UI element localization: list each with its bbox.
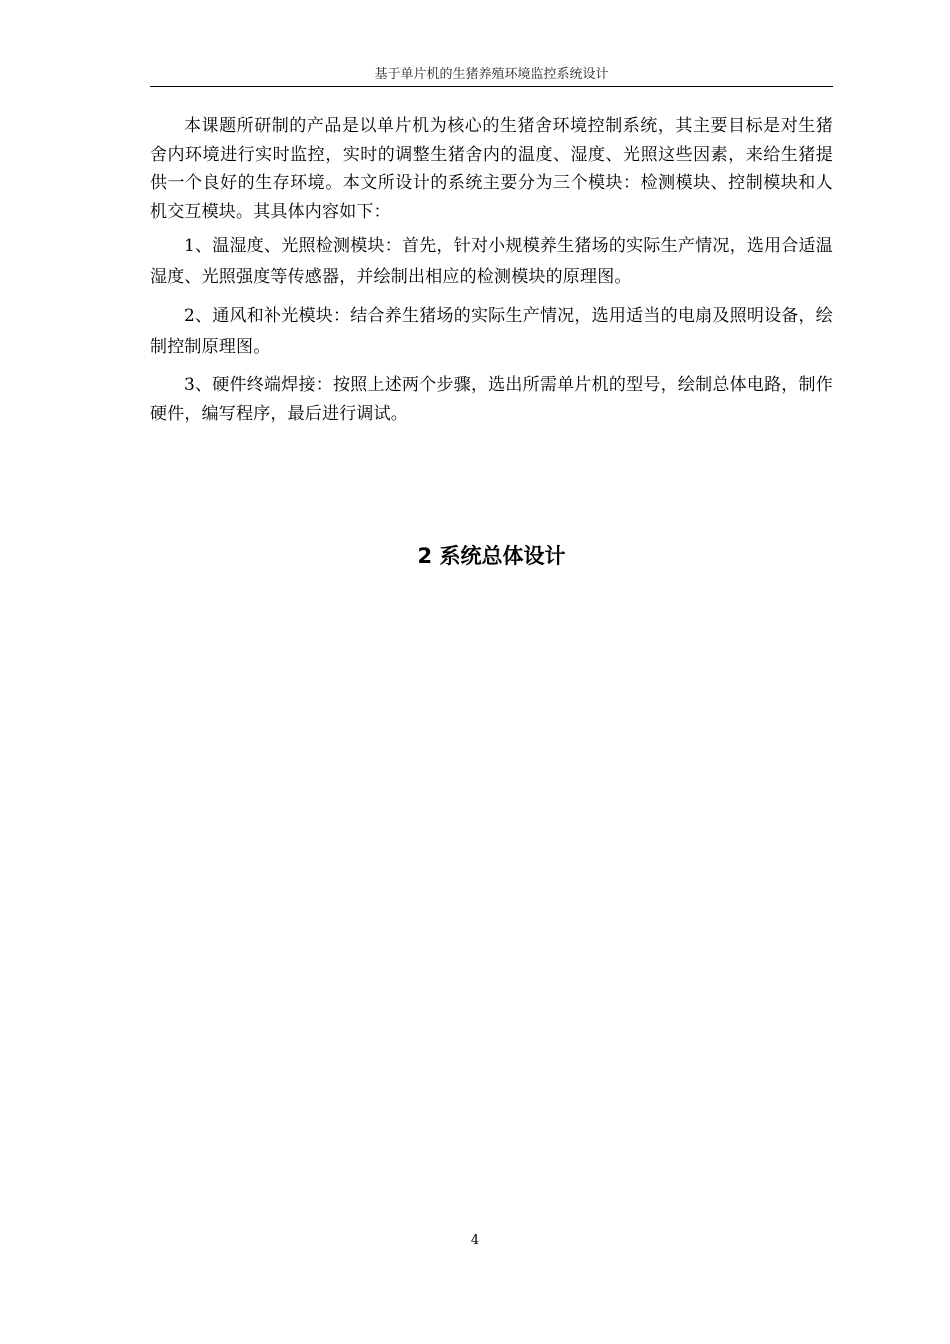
list-item-hardware-assembly: 3、硬件终端焊接：按照上述两个步骤，选出所需单片机的型号，绘制总体电路，制作硬件，编写程序，最后进行调试。 bbox=[150, 375, 833, 424]
body-text bbox=[150, 112, 833, 433]
page-number: 4 bbox=[470, 1233, 480, 1248]
intro-paragraph: 本课题所研制的产品是以单片机为核心的生猪舍环境控制系统，其主要目标是对生猪舍内环境进行实时监控，实时的调整生猪舍内的温度、湿度、光照这些因素，来给生猪提供一个良好的生存环境。本文所设计的系统主要分为三个模块：检测模块、控制模块和人机交互模块。其具体内容如下： bbox=[150, 116, 833, 222]
running-header: 基于单片机的生猪养殖环境监控系统设计 bbox=[150, 64, 833, 87]
list-item-detection-module: 1、温湿度、光照检测模块：首先，针对小规模养生猪场的实际生产情况，选用合适温湿度、光照强度等传感器，并绘制出相应的检测模块的原理图。 bbox=[150, 236, 833, 287]
section-heading: 2 系统总体设计 bbox=[417, 544, 566, 568]
list-item-ventilation-module: 2、通风和补光模块：结合养生猪场的实际生产情况，选用适当的电扇及照明设备，绘制控制原理图。 bbox=[150, 306, 833, 357]
